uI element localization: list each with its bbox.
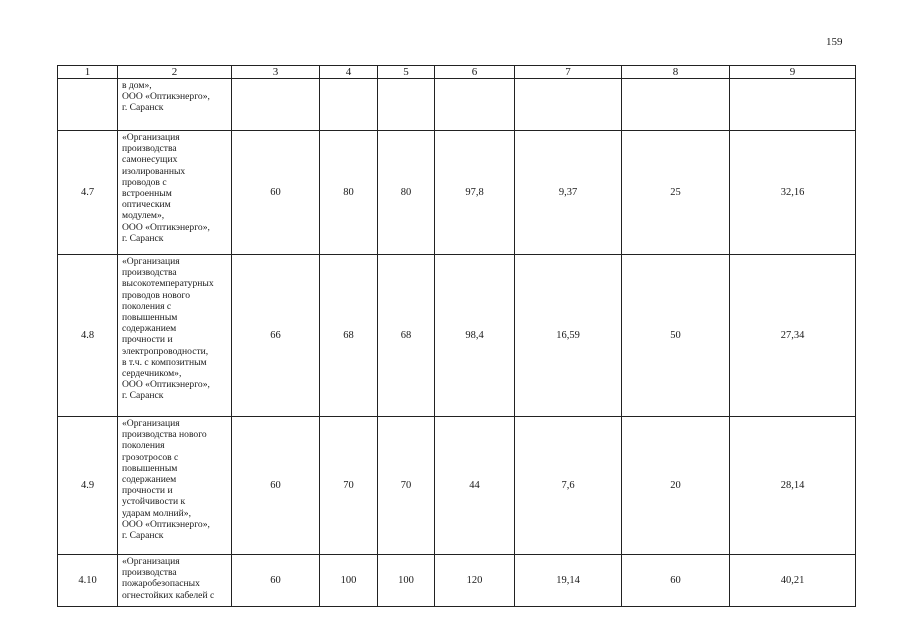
cell-col-8: 25	[622, 131, 730, 255]
cell-col-7: 7,6	[515, 417, 622, 555]
row-description: «Организация производства высокотемпературных проводов нового поколения с повышенным содержанием прочности и электропроводности, в т.ч. с композитным сердечником», ООО «Оптикэнерго», г. Саранск	[118, 255, 232, 417]
cell-col-4: 70	[320, 417, 378, 555]
cell-col-3: 66	[232, 255, 320, 417]
header-cell: 7	[515, 66, 622, 79]
cell-col-6: 98,4	[435, 255, 515, 417]
cell-col-7	[515, 79, 622, 131]
table-row	[58, 79, 856, 131]
header-cell: 2	[118, 66, 232, 79]
header-cell: 5	[378, 66, 435, 79]
cell-col-5: 100	[378, 555, 435, 607]
row-number	[58, 79, 118, 131]
page-number: 159	[826, 36, 843, 48]
header-cell: 9	[730, 66, 856, 79]
cell-col-8: 50	[622, 255, 730, 417]
row-number: 4.7	[58, 131, 118, 255]
header-row	[58, 66, 856, 79]
cell-col-6: 97,8	[435, 131, 515, 255]
cell-col-5: 70	[378, 417, 435, 555]
cell-col-4: 80	[320, 131, 378, 255]
cell-col-9: 28,14	[730, 417, 856, 555]
cell-col-7: 19,14	[515, 555, 622, 607]
cell-col-8: 60	[622, 555, 730, 607]
header-cell: 6	[435, 66, 515, 79]
table-row	[58, 131, 856, 255]
cell-col-3: 60	[232, 417, 320, 555]
table-row	[58, 555, 856, 607]
cell-col-9: 27,34	[730, 255, 856, 417]
row-description: «Организация производства пожаробезопасных огнестойких кабелей с	[118, 555, 232, 607]
row-description: «Организация производства нового поколения грозотросов с повышенным содержанием прочности и устойчивости к ударам молний», ООО «Оптикэнерго», г. Саранск	[118, 417, 232, 555]
cell-col-3: 60	[232, 555, 320, 607]
table-row	[58, 417, 856, 555]
cell-col-4: 68	[320, 255, 378, 417]
data-table	[57, 65, 856, 607]
row-number: 4.8	[58, 255, 118, 417]
cell-col-9: 32,16	[730, 131, 856, 255]
cell-col-3	[232, 79, 320, 131]
cell-col-5	[378, 79, 435, 131]
cell-col-8	[622, 79, 730, 131]
cell-col-4: 100	[320, 555, 378, 607]
cell-col-5: 80	[378, 131, 435, 255]
table-row	[58, 255, 856, 417]
header-cell: 4	[320, 66, 378, 79]
cell-col-7: 9,37	[515, 131, 622, 255]
row-description: «Организация производства самонесущих изолированных проводов с встроенным оптическим модулем», ООО «Оптикэнерго», г. Саранск	[118, 131, 232, 255]
cell-col-6: 44	[435, 417, 515, 555]
cell-col-9	[730, 79, 856, 131]
cell-col-9: 40,21	[730, 555, 856, 607]
row-number: 4.9	[58, 417, 118, 555]
cell-col-7: 16,59	[515, 255, 622, 417]
cell-col-8: 20	[622, 417, 730, 555]
cell-col-3: 60	[232, 131, 320, 255]
row-number: 4.10	[58, 555, 118, 607]
header-cell: 1	[58, 66, 118, 79]
header-cell: 3	[232, 66, 320, 79]
header-cell: 8	[622, 66, 730, 79]
cell-col-5: 68	[378, 255, 435, 417]
row-description: в дом», ООО «Оптикэнерго», г. Саранск	[118, 79, 232, 131]
cell-col-6	[435, 79, 515, 131]
cell-col-4	[320, 79, 378, 131]
cell-col-6: 120	[435, 555, 515, 607]
